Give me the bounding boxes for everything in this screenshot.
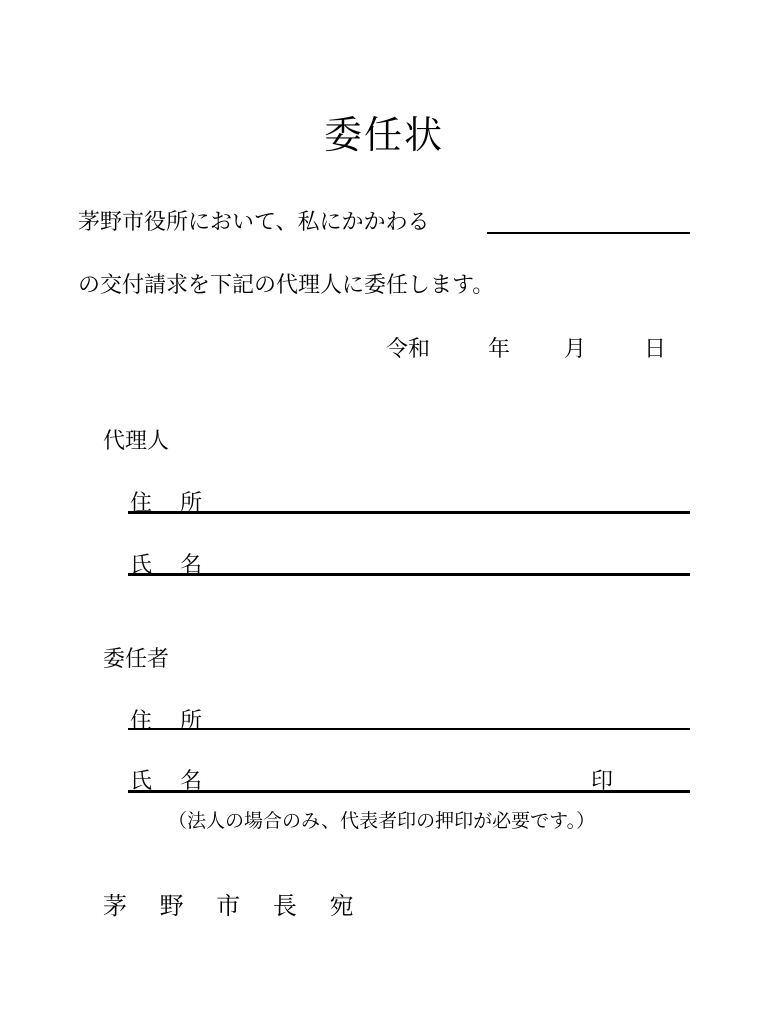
principal-name-line <box>128 790 690 793</box>
agent-name-label-a: 氏 <box>130 553 153 578</box>
principal-address-label <box>130 704 202 735</box>
date-month-label: 月 <box>564 337 587 362</box>
addressee-char: 茅 <box>103 892 127 920</box>
intro-line-1: 茅野市役所において、私にかかわる <box>78 210 430 235</box>
agent-name-label-b: 名 <box>180 553 203 578</box>
principal-name-label-a: 氏 <box>130 769 153 794</box>
date-year-label: 年 <box>488 337 511 362</box>
agent-heading: 代理人 <box>103 429 170 454</box>
document-title: 委任状 <box>323 113 444 157</box>
agent-address-label-a: 住 <box>130 491 153 516</box>
principal-address-line <box>128 728 690 730</box>
corporate-seal-note: （法人の場合のみ、代表者印の押印が必要です。） <box>168 810 596 832</box>
principal-heading: 委任者 <box>103 647 170 672</box>
addressee-char: 市 <box>216 892 241 920</box>
addressee-char: 野 <box>159 892 184 920</box>
date-day-label: 日 <box>644 337 667 362</box>
date-era: 令和 <box>386 337 431 362</box>
seal-label: 印 <box>591 769 614 794</box>
intro-line-2: の交付請求を下記の代理人に委任します。 <box>78 273 495 298</box>
principal-address-label-b: 所 <box>180 709 203 734</box>
agent-name-line <box>128 573 690 576</box>
addressee-char: 宛 <box>329 892 354 920</box>
addressee-char: 長 <box>272 892 297 920</box>
principal-address-label-a: 住 <box>130 709 153 734</box>
principal-name-label-b: 名 <box>180 769 203 794</box>
agent-address-label-b: 所 <box>180 491 203 516</box>
addressee <box>103 886 354 921</box>
document-type-blank <box>487 232 690 234</box>
agent-address-line <box>128 511 690 514</box>
